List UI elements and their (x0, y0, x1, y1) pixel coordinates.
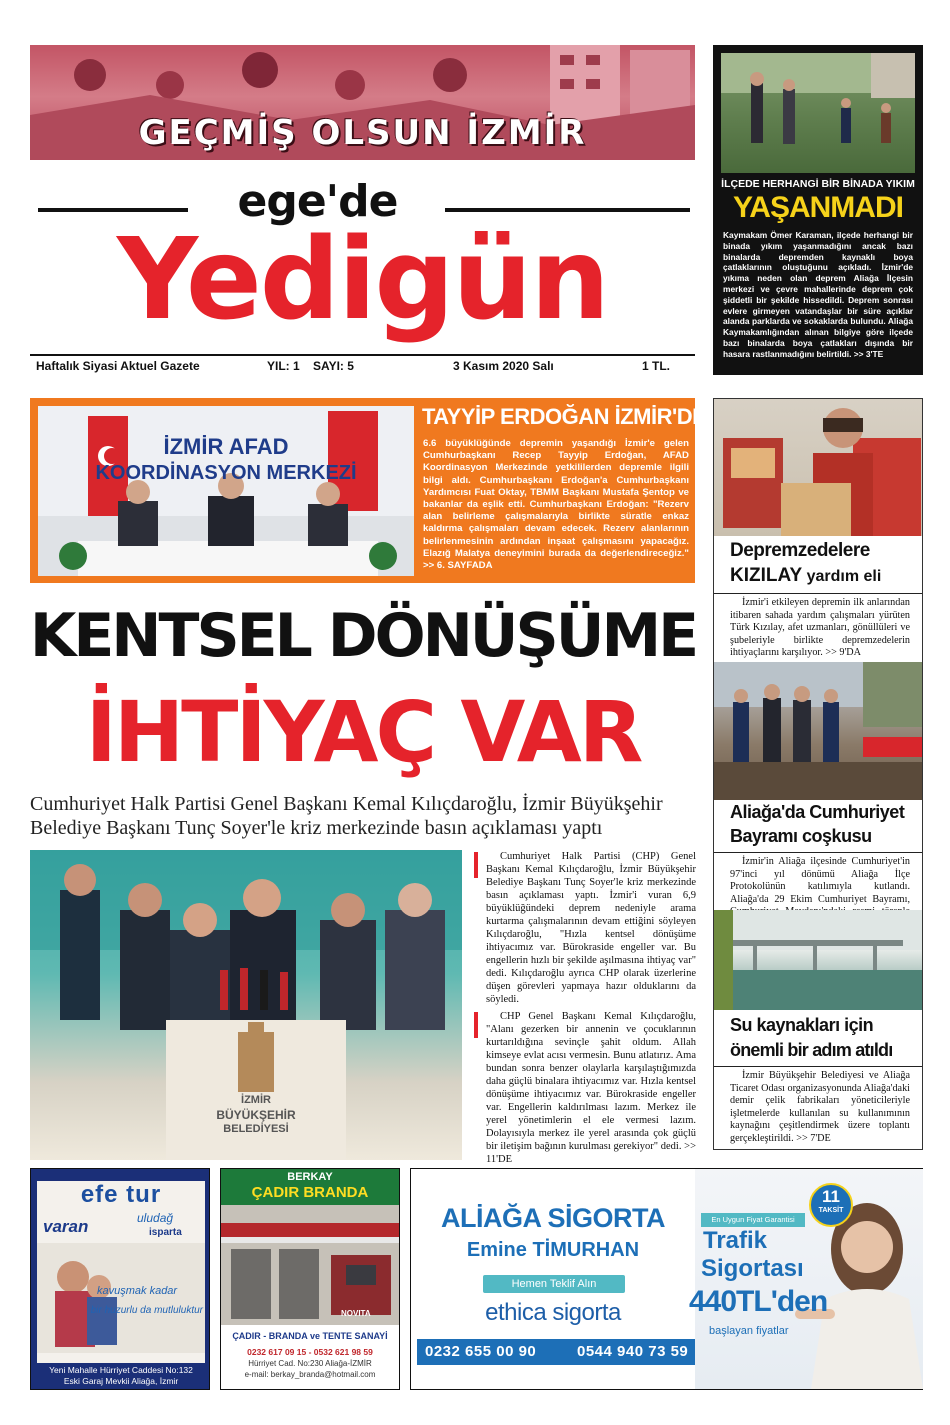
cumhuriyet-headline-2: Bayramı coşkusu (730, 826, 872, 846)
water-body: İzmir Büyükşehir Belediyesi ve Aliağa Ticaret Odası organizasyonunda Aliağa'daki demir çelik fabrikaları yöneticileriyle işletmelerde kullanılan su kullanımının kaynağını çeşitlendirmek üzere toplantı gerçekleştirildi. >> 7'DE (730, 1070, 910, 1144)
park-scene (721, 53, 915, 173)
year-label: YIL: 1 (267, 359, 300, 373)
sigorta-cta[interactable]: Hemen Teklif Alın (483, 1275, 625, 1293)
sigorta-product-2: Sigortası (701, 1255, 804, 1282)
sigorta-product-1: Trafik (703, 1227, 768, 1254)
installment-badge (809, 1183, 853, 1227)
berkay-shop-sign: NOVITA (341, 1309, 371, 1318)
afad-photo (38, 406, 414, 576)
kizilay-headline-1: Depremzedelere (730, 540, 870, 561)
podium-line-2: BÜYÜKŞEHİR (216, 1108, 296, 1122)
kizilay-headline-2a: KIZILAY (730, 565, 803, 586)
lead-para-2-bar (474, 1012, 478, 1038)
berkay-ad[interactable] (220, 1168, 400, 1390)
date-label: 3 Kasım 2020 Salı (453, 359, 554, 373)
sigorta-price-note: başlayan fiyatlar (709, 1325, 789, 1337)
kizilay-body: İzmir'i etkileyen depremin ilk anlarından itibaren sahada yardım çalışmaları yürüten Türk Kızılay, afet uzmanları, gönüllüleri ve şubeleriyle birlikte depremzedelerin ihtiyaçlarını karşılıyor. >> 9'DA (730, 597, 910, 658)
efetur-partner-3: isparta (149, 1227, 182, 1238)
efetur-slogan-1: kavuşmak kadar (97, 1285, 178, 1297)
erdogan-body: 6.6 büyüklüğünde depremin yaşandığı İzmir'e gelen Cumhurbaşkanı Recep Tayyip Erdoğan, AFAD Koordinasyon Merkezinde yetkililerden depremle ilgili bilgi aldı. Cumhurbaşkanı Erdoğan'a Cumhurbaşkanı Yardımcısı Fuat Oktay, TBMM Başkanı Mustafa Şentop ve bakanlar da eşlik etti. Cumhurbaşkanı Erdoğan: "Rezerv alan belirleme çalışmalarıyla birlikte süratle enkaz kaldırma çalışmaları devam edecek. Rezerv alanlarının belirlenmesinin ardından inşaat çalışmasını yapacağız. Elazığ Malatya deneyimini burada da değerlendireceğiz." >> 6. SAYFADA (423, 438, 689, 572)
efetur-partner-1: varan (43, 1217, 89, 1236)
efetur-brand: efe tur (80, 1181, 162, 1208)
masthead (30, 162, 695, 382)
berkay-tagline: ÇADIR - BRANDA ve TENTE SANAYİ (232, 1331, 388, 1341)
sigorta-ad[interactable] (410, 1168, 923, 1390)
banner-photo (30, 45, 695, 160)
berkay-header (221, 1169, 399, 1205)
efetur-address-1: Yeni Mahalle Hürriyet Caddesi No:132 (49, 1365, 193, 1375)
erdogan-story (30, 398, 707, 583)
afad-scene (38, 406, 414, 576)
berkay-email[interactable]: e-mail: berkay_branda@hotmail.com (244, 1370, 376, 1379)
cumhuriyet-headline-1: Aliağa'da Cumhuriyet (730, 802, 905, 822)
afad-sign-line2: KOORDİNASYON MERKEZİ (95, 462, 357, 484)
top-right-story (713, 45, 923, 375)
efetur-photo (37, 1243, 205, 1353)
lead-headline-1: KENTSEL DÖNÜŞÜME (29, 601, 697, 671)
lead-para-1-bar (474, 852, 478, 878)
sigorta-person: Emine TİMURHAN (466, 1239, 640, 1261)
sigorta-badge-top: En Uygun Fiyat Garantisi (701, 1213, 805, 1227)
sigorta-phone-1[interactable]: 0232 655 00 90 (425, 1343, 537, 1360)
sigorta-price: 440TL'den (689, 1285, 828, 1318)
berkay-brand-1: BERKAY (287, 1171, 333, 1183)
cumhuriyet-body: İzmir'in Aliağa ilçesinde Cumhuriyet'in 97'inci yıl dönümü Aliağa İlçe Protokolünün katılımıyla kutlandı. Aliağa'da 29 Ekim Cumhuriyet Bayramı, (730, 856, 910, 905)
efetur-address-2: Eski Garaj Mevkii Aliağa, İzmir (63, 1376, 179, 1386)
installment-number: 11 (822, 1187, 840, 1206)
water-headline-1: Su kaynakları için (730, 1015, 874, 1035)
sigorta-title: ALİAĞA SİGORTA (441, 1203, 665, 1233)
berkay-phones[interactable]: 0232 617 09 15 - 0532 621 98 59 (247, 1347, 373, 1357)
berkay-shop-photo (221, 1205, 399, 1325)
water-headline-2: önemli bir adım atıldı (730, 1040, 893, 1060)
efetur-inner (37, 1181, 205, 1363)
top-right-kicker: İLÇEDE HERHANGİ BİR BİNADA YIKIM (721, 178, 915, 190)
top-right-headline: YAŞANMADI (733, 191, 903, 224)
lead-para-2: CHP Genel Başkanı Kemal Kılıçdaroğlu, "Alanı gezerken bir annenin ve çocuklarının kurtarıldığına sevinçle şahit oldum. Allah kimseye evlat acısı vermesin. Bunu atlatırız. Ama bundan sonra benzer olaylarla karşılaştığımızda daha güçlü binalara ihtiyacımız var. Hızla kentsel dönüşüme ihtiyacımız var. Bürokraside engeller var. Engellerin kaldırılması lazım. Merkez ile yerel yönetimlerin el ele vermesi lazım. Dolayısıyla merkez ile yerel arasında çok güçlü bir iletişim bağının kurulması gerekiyor" dedi. >> 11'DE (486, 1011, 696, 1165)
efetur-partner-2: uludağ (137, 1211, 174, 1225)
price-label: 1 TL. (642, 359, 671, 373)
installment-label: TAKSİT (818, 1207, 844, 1214)
masthead-rule-right (445, 208, 690, 212)
efetur-slogan-2: bir huzurlu da mutluluktur (90, 1305, 203, 1316)
sidebar-frame (713, 398, 923, 1150)
masthead-title: Yedigün (117, 215, 608, 345)
sigorta-brand: ethica sigorta (485, 1299, 621, 1326)
press-conference-photo (30, 850, 462, 1160)
sigorta-phone-2[interactable]: 0544 940 73 59 (577, 1343, 689, 1360)
berkay-address: Hürriyet Cad. No:230 Aliağa-İZMİR (248, 1359, 372, 1368)
podium-line-3: BELEDİYESİ (223, 1123, 289, 1135)
lead-subhead: Cumhuriyet Halk Partisi Genel Başkanı Kemal Kılıçdaroğlu, İzmir Büyükşehir Belediye Başkanı Tunç Soyer'le kriz merkezinde basın açıklaması yaptı (30, 793, 663, 839)
efetur-ad[interactable] (30, 1168, 210, 1390)
tagline: Haftalık Siyasi Aktuel Gazete (36, 359, 200, 373)
berkay-brand-2: ÇADIR BRANDA (251, 1184, 369, 1201)
top-right-body: Kaymakam Ömer Karaman, ilçede herhangi bir binada yıkım yaşanmadığını ancak bazı binalarda depremden kaynaklı boya çatlaklarının oluştuğunu açıkladı. İzmir'de yıkıma neden olan deprem Aliağa İlçesin merkezi ve çevre mahallerinde deprem çok şiddetli bir şekilde hissedildi. Deprem sonrası evlere girmeyen vatandaşlar bir süre açıklar alanda parklarda ve sokaklarda bulundu. Aliağa Kaymakamlığından alınan bilgiye göre ilçede bazı binalarda boya çatlakları dışında bir hasara rastlanmadığını belirtildi. >> 3'TE (723, 230, 913, 359)
lead-para-1: Cumhuriyet Halk Partisi (CHP) Genel Başkanı Kemal Kılıçdaroğlu, İzmir Büyükşehir Belediye Başkanı Tunç Soyer'le kriz merkezinde basın açıklaması yaptı. İzmir'i vuran 6,9 büyüklüğündeki deprem nedeniyle arama kurtarma çalışmalarının devam ettiğini söyleyen Kılıçdaroğlu, "Hızla kentsel dönüşüme ihtiyacımız var. Bürokraside engeller var. Bu engellerin hızlı bir şekilde aşılmasına ihtiyaç var" dedi. Kılıçdaroğlu ayrıca CHP olarak üzerlerine düşen görevleri yapmaya hazır olduklarını da söyledi. (486, 851, 696, 1005)
masthead-top-word: ege'de (237, 176, 398, 227)
podium-line-1: İZMİR (241, 1094, 271, 1106)
lead-headline-2: İHTİYAÇ VAR (85, 683, 641, 781)
park-photo (721, 53, 915, 173)
masthead-bottom-rule (30, 354, 695, 356)
masthead-rule-left (38, 208, 188, 212)
erdogan-headline: TAYYİP ERDOĞAN İZMİR'DE (422, 404, 707, 429)
kizilay-headline-2b: yardım eli (806, 568, 882, 585)
banner-text: GEÇMİŞ OLSUN İZMİR (138, 113, 587, 153)
afad-sign-line1: İZMİR AFAD (163, 434, 289, 459)
issue-label: SAYI: 5 (313, 359, 354, 373)
